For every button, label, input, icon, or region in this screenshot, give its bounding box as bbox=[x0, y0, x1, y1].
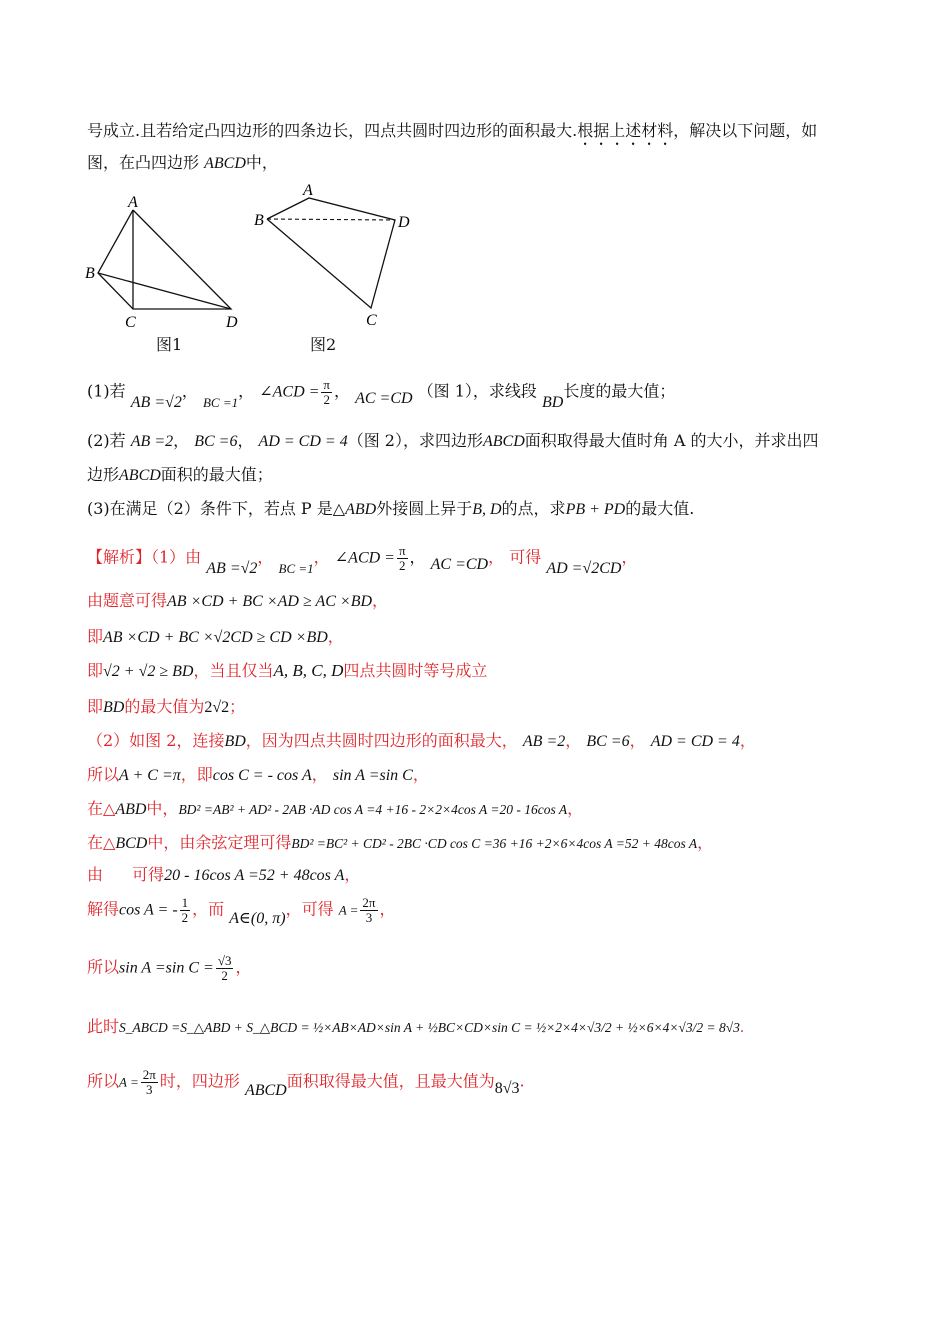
solution-line-5: 即BD的最大值为2√2； bbox=[87, 697, 246, 716]
fig2-label-b: B bbox=[254, 212, 264, 229]
sol10-b: 可得 bbox=[132, 865, 165, 884]
q1-ab: AB =√2 bbox=[130, 393, 182, 411]
sol11-c: ，可得 bbox=[285, 899, 334, 919]
solution-line-13: 此时S_ABCD =S_△ABD + S_△BCD = ½×AB×AD×sin A + ½BC×CD×sin C = ½×2×4×√3/2 + ½×6×4×√3/2 = 8√3. bbox=[87, 1017, 745, 1036]
sol12-expr: sin A =sin C = bbox=[119, 959, 214, 977]
sol3-expr: AB ×CD + BC ×√2CD ≥ CD ×BD bbox=[103, 629, 328, 646]
q2-line2-b: 面积的最大值； bbox=[160, 465, 273, 484]
sol6-ab: AB =2 bbox=[522, 733, 566, 750]
sol3-text: 即 bbox=[87, 627, 104, 646]
sol12-num: √3 bbox=[217, 953, 232, 968]
q3-abd: ABD bbox=[345, 501, 377, 518]
sol7-e2: cos C = - cos A bbox=[212, 767, 312, 784]
q2-prefix: (2)若 bbox=[87, 431, 126, 450]
q2-ab: AB =2 bbox=[130, 433, 174, 450]
intro-text-2-end: 中， bbox=[245, 153, 278, 172]
sol13-text: 此时 bbox=[87, 1017, 120, 1036]
solution-line-11: 解得cos A = - $\frac{1}{2}$ ，而 A∈(0, π)，可得 A = $\frac{2\pi}{3}$ ， bbox=[87, 895, 396, 927]
sol11-num: 1 bbox=[181, 895, 189, 910]
sol5-text: 即 bbox=[87, 697, 104, 716]
intro-line-2 bbox=[87, 150, 278, 173]
sol6-bd: BD bbox=[224, 733, 246, 750]
sol12-frac bbox=[216, 954, 234, 982]
sol14-den: 3 bbox=[146, 1081, 153, 1097]
fig2-label-a: A bbox=[303, 182, 313, 199]
q2-bc: BC =6 bbox=[194, 433, 238, 450]
q1-angle-num: π bbox=[323, 377, 330, 392]
q1-note: （图 1），求线段 bbox=[417, 381, 537, 401]
solution-line-6: （2）如图 2，连接BD，因为四点共圆时四边形的面积最大， AB =2， BC =6， AD = CD = 4， bbox=[87, 731, 756, 750]
sol6-text: （2）如图 2，连接 bbox=[87, 731, 225, 750]
fig1-caption: 图1 bbox=[156, 335, 183, 354]
sol1-ab: AB =√2 bbox=[206, 559, 258, 577]
q3-bd: B, D bbox=[472, 501, 502, 518]
solution-tag: 【解析】（1）由 bbox=[87, 547, 202, 567]
solution-line-9: 在△BCD中，由余弦定理可得BD² =BC² + CD² - 2BC ·CD cos C =36 +16 +2×6×4cos A =52 + 48cos A， bbox=[87, 833, 714, 852]
sol5-val: 2√2 bbox=[204, 699, 230, 716]
sol14-num: 2π bbox=[142, 1067, 156, 1082]
sol14-b: 时，四边形 bbox=[159, 1071, 240, 1091]
sol8-expr: BD² =AB² + AD² - 2AB ·AD cos A =4 +16 - 2×2×4cos A =20 - 16cos A bbox=[178, 802, 568, 817]
sol13-expr: S_ABCD =S_△ABD + S_△BCD = ½×AB×AD×sin A + ½BC×CD×sin C = ½×2×4×√3/2 + ½×6×4×√3/2 = 8√3 bbox=[119, 1020, 740, 1035]
sol14-frac bbox=[141, 1068, 158, 1096]
sol9-b: 中，由余弦定理可得 bbox=[147, 833, 292, 852]
sol14-text: 所以 bbox=[87, 1071, 120, 1091]
sol1-ac: AC =CD bbox=[430, 555, 489, 573]
question-2: (2)若 AB =2， BC =6， AD = CD = 4（图 2），求四边形ABCD面积取得最大值时角 A 的大小，并求出四 bbox=[87, 431, 819, 450]
intro-text: 号成立.且若给定凸四边形的四条边长，四点共圆时四边形的面积最大. bbox=[87, 121, 578, 140]
sol1-res: AD =√2CD bbox=[546, 559, 622, 577]
sol12-den: 2 bbox=[221, 967, 228, 983]
sol1-angle: ∠ACD = bbox=[334, 549, 395, 567]
sol11-a-var: A = bbox=[338, 902, 359, 918]
sol2-text: 由题意可得 bbox=[87, 591, 168, 610]
q3-prefix: (3)在满足（2）条件下，若点 P 是△ bbox=[87, 499, 346, 518]
sol4-text: 即 bbox=[87, 661, 104, 680]
solution-line-2: 由题意可得AB ×CD + BC ×AD ≥ AC ×BD， bbox=[87, 591, 389, 610]
sol4-expr: √2 + √2 ≥ BD bbox=[103, 663, 194, 680]
sol8-tri: ABD bbox=[115, 801, 147, 818]
q1-ac: AC =CD bbox=[355, 389, 413, 407]
q2-line2-quad: ABCD bbox=[119, 467, 161, 484]
sol11-a-den: 3 bbox=[365, 909, 373, 925]
q1-angle-den: 2 bbox=[323, 391, 330, 407]
quad-label: ABCD bbox=[204, 155, 246, 172]
sol1-den: 2 bbox=[399, 557, 406, 573]
sol1-num: π bbox=[398, 543, 406, 558]
sol9-tri: BCD bbox=[115, 835, 148, 852]
sol8-text: 在△ bbox=[87, 799, 116, 818]
q1-suffix: 长度的最大值； bbox=[563, 381, 676, 401]
sol1-frac bbox=[397, 544, 408, 572]
sol7-e3: sin A =sin C bbox=[332, 767, 413, 784]
sol4-b: ，当且仅当 bbox=[193, 661, 274, 680]
intro-text-2: 图，在凸四边形 bbox=[87, 153, 200, 172]
q1-bd: BD bbox=[542, 393, 564, 411]
q2-mid: （图 2），求四边形 bbox=[347, 431, 483, 450]
q1-prefix: (1)若 bbox=[87, 381, 126, 401]
sol5-bd: BD bbox=[103, 699, 125, 716]
q3-expr: PB + PD bbox=[565, 501, 626, 518]
fig1-label-a: A bbox=[128, 194, 138, 211]
solution-line-3: 即AB ×CD + BC ×√2CD ≥ CD ×BD， bbox=[87, 627, 344, 646]
sol2-expr: AB ×CD + BC ×AD ≥ AC ×BD bbox=[167, 593, 373, 610]
sol11-b: ，而 bbox=[192, 899, 225, 919]
intro-text-end: ，解决以下问题，如 bbox=[673, 121, 818, 140]
sol7-text: 所以 bbox=[87, 765, 120, 784]
sol11-a-frac bbox=[360, 896, 377, 924]
question-2-line-2 bbox=[87, 462, 273, 485]
sol11-cos: cos A = - bbox=[119, 901, 178, 919]
solution-line-10: 由 可得20 - 16cos A =52 + 48cos A， bbox=[87, 865, 361, 884]
intro-emphasis: 根据上述材料 bbox=[577, 121, 674, 140]
sol6-bc: BC =6 bbox=[586, 733, 630, 750]
sol6-adcd: AD = CD = 4 bbox=[650, 733, 740, 750]
solution-line-4 bbox=[87, 658, 487, 681]
sol7-e1: A + C =π bbox=[119, 767, 181, 784]
q2-adcd: AD = CD = 4 bbox=[258, 433, 348, 450]
sol14-c: 面积取得最大值，且最大值为 bbox=[286, 1071, 495, 1091]
sol14-val: 8√3 bbox=[494, 1079, 520, 1097]
solution-line-1: 【解析】（1）由 AB =√2， $_{BC =1}$， ∠ACD = $\frac{\pi}{2}$ ， AC =CD， 可得 AD =√2CD， bbox=[87, 543, 638, 577]
q2-quad: ABCD bbox=[482, 433, 525, 450]
solution-line-8: 在△ABD中，BD² =AB² + AD² - 2AB ·AD cos A =4 +16 - 2×2×4cos A =20 - 16cos A， bbox=[87, 799, 584, 818]
sol10-a: 由 bbox=[87, 865, 104, 884]
sol9-expr: BD² =BC² + CD² - 2BC ·CD cos C =36 +16 +2×6×4cos A =52 + 48cos A bbox=[291, 836, 698, 851]
sol10-expr: 20 - 16cos A =52 + 48cos A bbox=[164, 867, 345, 884]
fig2-label-d: D bbox=[398, 214, 410, 231]
q3-mid2: 的点，求 bbox=[501, 499, 566, 518]
sol14-quad: ABCD bbox=[244, 1081, 287, 1099]
sol14-a-var: A = bbox=[119, 1074, 139, 1090]
intro-line-1 bbox=[87, 118, 817, 149]
q3-mid: 外接圆上异于 bbox=[376, 499, 473, 518]
q2-line2-a: 边形 bbox=[87, 465, 120, 484]
fig1-label-c: C bbox=[125, 314, 136, 331]
question-1: (1)若 AB =√2， $_{BC =1}$， ∠ACD = $\frac{\pi}{2}$ ， AC =CD （图 1），求线段 BD长度的最大值； bbox=[87, 377, 676, 411]
sol11-den: 2 bbox=[181, 909, 189, 925]
solution-line-12: 所以sin A =sin C = $\frac{√3}{2}$ ， bbox=[87, 953, 252, 983]
q1-angle-frac bbox=[321, 378, 332, 406]
sol9-text: 在△ bbox=[87, 833, 116, 852]
sol6-b: ，因为四点共圆时四边形的面积最大， bbox=[245, 731, 518, 750]
solution-line-7: 所以A + C =π，即cos C = - cos A， sin A =sin C， bbox=[87, 765, 429, 784]
sol4-c: 四点共圆时等号成立 bbox=[343, 661, 488, 680]
q1-angle: ∠ACD = bbox=[259, 383, 320, 401]
sol11-dom: A∈(0, π) bbox=[229, 909, 286, 927]
figure-2 bbox=[250, 180, 430, 340]
sol1-bc: BC =1 bbox=[278, 560, 314, 576]
sol11-text: 解得 bbox=[87, 899, 120, 919]
fig2-caption: 图2 bbox=[310, 335, 337, 354]
q2-tail: 面积取得最大值时角 A 的大小，并求出四 bbox=[524, 431, 819, 450]
fig2-label-c: C bbox=[366, 312, 377, 329]
sol8-b: 中， bbox=[146, 799, 179, 818]
sol11-frac bbox=[180, 896, 191, 924]
fig1-label-d: D bbox=[226, 314, 238, 331]
fig1-label-b: B bbox=[85, 265, 95, 282]
q1-bc: BC =1 bbox=[202, 394, 239, 410]
question-3 bbox=[87, 496, 694, 519]
sol1-kede: 可得 bbox=[509, 547, 542, 567]
sol11-a-num: 2π bbox=[362, 895, 376, 910]
solution-line-14: 所以A = $\frac{2\pi}{3}$ 时，四边形 ABCD面积取得最大值，且最大值为8√3. bbox=[87, 1067, 525, 1099]
sol4-pts: A, B, C, D bbox=[273, 661, 344, 680]
sol12-text: 所以 bbox=[87, 957, 120, 977]
sol5-b: 的最大值为 bbox=[124, 697, 205, 716]
q3-suffix: 的最大值. bbox=[625, 499, 695, 518]
sol7-b: ，即 bbox=[180, 765, 213, 784]
